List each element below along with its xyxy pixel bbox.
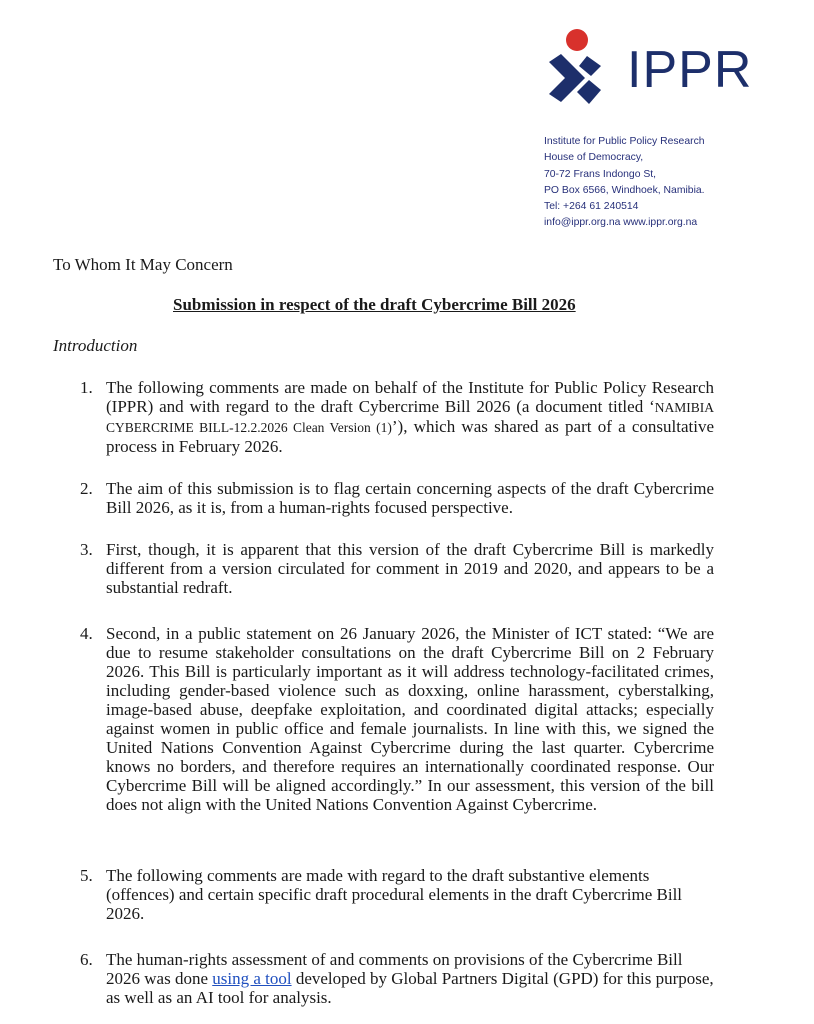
text-segment: The following comments are made on behalf of the Institute for Public Policy Research (IPPR) and with regard to the draft Cybercrime Bill 2026 (a document titled ‘ xyxy=(106,378,714,416)
paragraph-text: The following comments are made with regard to the draft substantive elements (offences) and certain specific draft procedural elements in the draft Cybercrime Bill 2026. xyxy=(106,866,683,923)
ippr-x-logo-icon xyxy=(545,26,615,110)
paragraph-4 xyxy=(80,624,714,814)
paragraph-1 xyxy=(80,378,714,456)
paragraph-text: The aim of this submission is to flag certain concerning aspects of the draft Cybercrime Bill 2026, as it is, from a human-rights focused perspective. xyxy=(106,479,714,517)
address-line-web: info@ippr.org.na www.ippr.org.na xyxy=(544,217,698,229)
paragraph-number: 5. xyxy=(80,866,93,885)
paragraph-text xyxy=(106,950,714,1007)
address-line-street: 70-72 Frans Indongo St, xyxy=(544,168,657,180)
paragraph-5 xyxy=(80,866,714,923)
paragraph-2 xyxy=(80,479,714,517)
address-line-phone: Tel: +264 61 240514 xyxy=(544,201,639,213)
text-segment: ’), which was shared as part of a consultative process in February 2026. xyxy=(106,417,715,456)
text-segment: The human-rights assessment of and comments on provisions of the Cybercrime Bill 2026 was done xyxy=(106,950,683,988)
ippr-logo xyxy=(545,26,753,110)
address-line-building: House of Democracy, xyxy=(544,152,644,164)
paragraph-number: 3. xyxy=(80,540,93,559)
paragraph-3 xyxy=(80,540,714,597)
logo-wordmark: IPPR xyxy=(627,41,753,99)
paragraph-text: First, though, it is apparent that this version of the draft Cybercrime Bill is markedly different from a version circulated for comment in 2019 and 2020, and appears to be a substantial redraft. xyxy=(106,540,714,597)
salutation: To Whom It May Concern xyxy=(53,255,233,274)
section-heading-introduction: Introduction xyxy=(53,336,138,355)
paragraph-number: 6. xyxy=(80,950,93,969)
paragraph-number: 2. xyxy=(80,479,93,498)
paragraph-number: 1. xyxy=(80,378,93,397)
address-line-po-box: PO Box 6566, Windhoek, Namibia. xyxy=(544,184,705,196)
document-title: Submission in respect of the draft Cybercrime Bill 2026 xyxy=(173,295,576,314)
text-segment: developed by Global Partners Digital (GPD) for this purpose, as well as an AI tool for analysis. xyxy=(106,969,714,1007)
paragraph-text: Second, in a public statement on 26 January 2026, the Minister of ICT stated: “We are due to resume stakeholder consultations on the draft Cybercrime Bill on 2 February 2026. This Bill is particularly important as it will address technology-facilitated crimes, including gender-based violence such as doxxing, online harassment, cyberstalking, image-based abuse, deepfake exploitation, and coordinated digital attacks; especially against women in public office and female journalists. In line with this, we signed the United Nations Convention Against Cybercrime during the last quarter. Cybercrime knows no borders, and therefore requires an internationally coordinated response. Our Cybercrime Bill will be aligned accordingly.” In our assessment, this version of the bill does not align with the United Nations Convention Against Cybercrime. xyxy=(106,624,714,814)
paragraph-6 xyxy=(80,950,714,1007)
address-line-org: Institute for Public Policy Research xyxy=(544,136,705,147)
gpd-tool-link[interactable]: using a tool xyxy=(212,969,292,988)
paragraph-number: 4. xyxy=(80,624,93,643)
referenced-document-title: NAMIBIA CYBERCRIME BILL-12.2.2026 Clean Version (1) xyxy=(106,400,714,435)
letterhead-address xyxy=(544,134,705,232)
paragraph-text xyxy=(106,378,714,456)
